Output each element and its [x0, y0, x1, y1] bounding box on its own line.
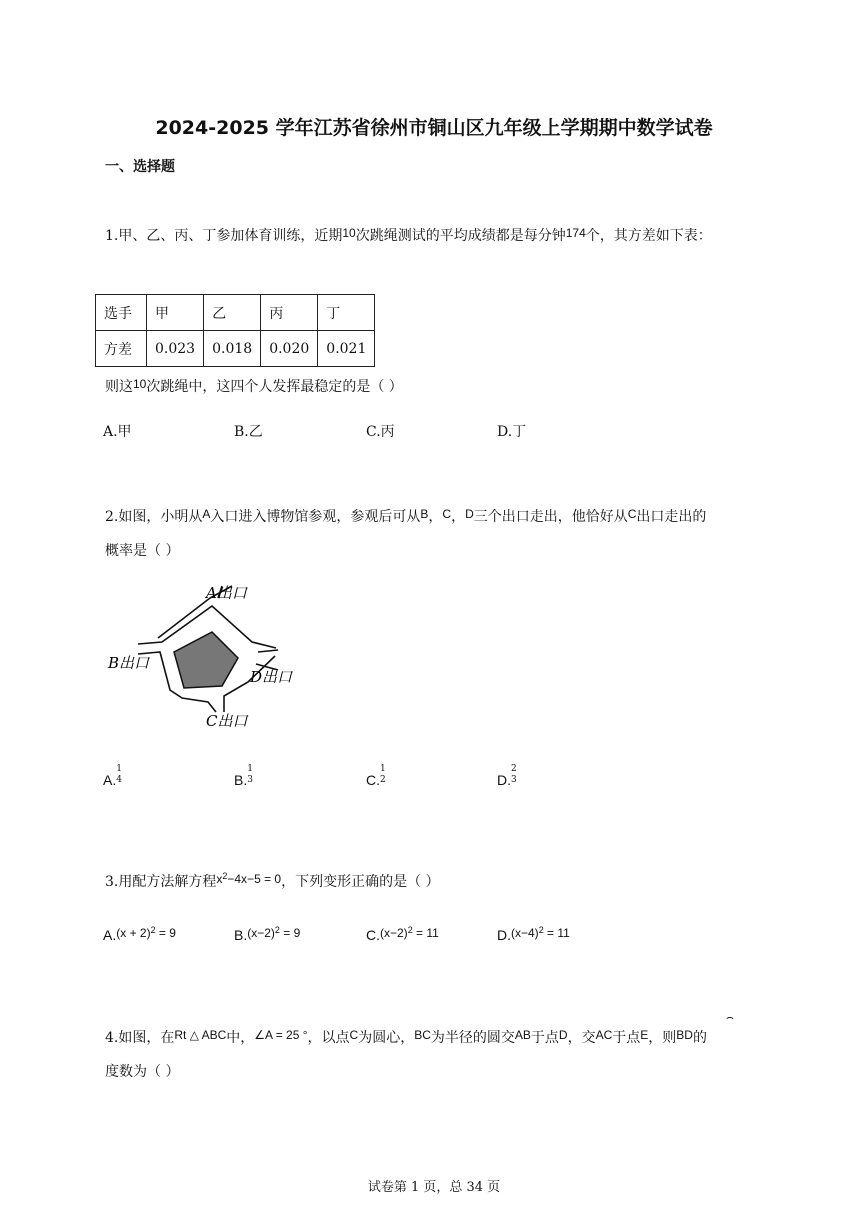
- museum-diagram: [100, 578, 320, 738]
- option-tail: = 11: [412, 926, 439, 940]
- denominator: 2: [380, 775, 386, 785]
- equation-exponent: 2: [222, 871, 228, 881]
- option-tail: = 11: [543, 926, 570, 940]
- question-1-prompt: [105, 376, 403, 396]
- q3-option-a[interactable]: [103, 925, 176, 944]
- q4-math: BD: [676, 1028, 693, 1042]
- q2-option-d[interactable]: [497, 764, 517, 792]
- q2-option-a[interactable]: [103, 764, 122, 792]
- question-4-text: [105, 1027, 707, 1047]
- option-letter: C.: [366, 927, 380, 943]
- q4-math: BC: [414, 1028, 431, 1042]
- table-cell: 选手: [96, 295, 147, 331]
- q4-part: 为圆心，: [358, 1030, 415, 1046]
- q2-part: 出口走出的: [636, 509, 707, 525]
- label-a-exit: A出口: [206, 584, 247, 602]
- q4-math: D: [558, 1028, 568, 1042]
- table-cell: 乙: [204, 295, 261, 331]
- table-row: [96, 331, 375, 367]
- numerator: 1: [247, 764, 253, 774]
- section-heading: 一、选择题: [105, 159, 175, 175]
- q1-part: 次跳绳中，这四个人发挥最稳定的是（ ）: [146, 379, 403, 395]
- table-cell: 方差: [96, 331, 147, 367]
- q2-sep: ，: [451, 509, 466, 525]
- q4-part: 于点: [612, 1030, 641, 1046]
- q2-part: 2.如图，小明从: [105, 509, 203, 525]
- q4-part: ，则: [648, 1030, 677, 1046]
- table-cell: 丙: [261, 295, 318, 331]
- q1-number: 10: [133, 377, 147, 391]
- table-cell: 0.020: [261, 331, 318, 367]
- question-2-line2: 概率是（ ）: [105, 543, 180, 559]
- q1-part: 1.甲、乙、丙、丁参加体育训练，近期: [105, 228, 343, 244]
- option-expr: (x−2): [247, 926, 275, 940]
- q3-option-b[interactable]: [234, 925, 300, 944]
- q4-math: E: [640, 1028, 649, 1042]
- q3-part: ，下列变形正确的是（ ）: [281, 874, 440, 890]
- q4-math: AC: [595, 1028, 613, 1042]
- question-3-text: [105, 871, 440, 891]
- table-cell: 0.018: [204, 331, 261, 367]
- q4-part: ，交: [567, 1030, 596, 1046]
- q4-part: 的: [692, 1030, 707, 1046]
- option-letter: C.: [366, 772, 380, 788]
- option-tail: = 9: [155, 926, 176, 940]
- numerator: 1: [380, 764, 386, 774]
- q3-option-c[interactable]: [366, 925, 439, 944]
- arc-symbol: ⌢: [726, 1010, 734, 1024]
- option-letter: A.: [103, 772, 117, 788]
- q3-option-d[interactable]: [497, 925, 570, 944]
- q2-option-c[interactable]: [366, 764, 386, 792]
- q1-number: 174: [565, 226, 586, 240]
- page-footer: 试卷第 1 页，总 34 页: [367, 1180, 501, 1195]
- q4-math: C: [349, 1028, 359, 1042]
- denominator: 3: [511, 775, 517, 785]
- option-exponent: 2: [538, 925, 544, 935]
- q2-option-b[interactable]: [234, 764, 253, 792]
- option-exponent: 2: [274, 925, 280, 935]
- table-cell: 甲: [147, 295, 204, 331]
- question-1-text: [105, 225, 712, 245]
- denominator: 4: [116, 775, 122, 785]
- variance-table: [95, 294, 375, 367]
- fraction: [511, 764, 517, 786]
- denominator: 3: [247, 775, 253, 785]
- exhibit-hall: [174, 632, 238, 688]
- option-expr: (x−4): [511, 926, 539, 940]
- q2-part: 三个出口走出，他恰好从: [473, 509, 628, 525]
- table-row: [96, 295, 375, 331]
- q2-letter: B: [420, 507, 429, 521]
- option-letter: D.: [497, 772, 511, 788]
- option-exponent: 2: [150, 925, 156, 935]
- exam-title: 2024-2025 学年江苏省徐州市铜山区九年级上学期期中数学试卷: [155, 117, 713, 139]
- fraction: [380, 764, 386, 786]
- q4-part: 中，: [226, 1030, 255, 1046]
- q4-math: Rt △ ABC: [174, 1028, 227, 1042]
- fraction: [116, 764, 122, 786]
- q3-part: 3.用配方法解方程: [105, 874, 217, 890]
- q1-part: 则这: [105, 379, 133, 395]
- option-expr: (x + 2): [116, 926, 151, 940]
- q4-math: AB: [514, 1028, 531, 1042]
- option-exponent: 2: [407, 925, 413, 935]
- table-cell: 0.023: [147, 331, 204, 367]
- label-d-exit: D出口: [250, 668, 293, 686]
- q4-part: 为半径的圆交: [430, 1030, 515, 1046]
- q2-letter: C: [627, 507, 637, 521]
- numerator: 2: [511, 764, 517, 774]
- q1-option-d[interactable]: D.丁: [497, 424, 527, 440]
- q1-option-c[interactable]: C.丙: [366, 424, 395, 440]
- equation-x: x: [216, 872, 223, 886]
- question-2-text: [105, 506, 706, 526]
- q1-number: 10: [342, 226, 356, 240]
- option-tail: = 9: [279, 926, 301, 940]
- numerator: 1: [116, 764, 122, 774]
- q4-math: ∠A = 25 °: [254, 1028, 308, 1042]
- question-4-line2: 度数为（ ）: [105, 1064, 180, 1080]
- q4-part: ，以点: [307, 1030, 350, 1046]
- q2-letter: D: [465, 507, 474, 521]
- q2-part: 入口进入博物馆参观，参观后可从: [210, 509, 421, 525]
- equation-rest: −4x−5 = 0: [227, 872, 282, 886]
- q1-option-a[interactable]: A.甲: [103, 424, 132, 440]
- fraction: [247, 764, 253, 786]
- option-letter: B.: [234, 772, 248, 788]
- option-expr: (x−2): [380, 926, 408, 940]
- label-c-exit: C出口: [206, 712, 248, 730]
- q4-part: 于点: [530, 1030, 559, 1046]
- q4-part: 4.如图，在: [105, 1030, 175, 1046]
- q2-sep: ，: [428, 509, 443, 525]
- q2-letter: C: [442, 507, 452, 521]
- q1-option-b[interactable]: B.乙: [234, 424, 263, 440]
- table-cell: 0.021: [318, 331, 375, 367]
- table-cell: 丁: [318, 295, 375, 331]
- inner-wall-right: [258, 650, 278, 652]
- q2-letter: A: [202, 507, 211, 521]
- option-letter: A.: [103, 927, 117, 943]
- label-b-exit: B出口: [108, 654, 150, 672]
- q1-part: 个，其方差如下表：: [585, 228, 712, 244]
- q1-part: 次跳绳测试的平均成绩都是每分钟: [355, 228, 566, 244]
- option-letter: B.: [234, 927, 248, 943]
- option-letter: D.: [497, 927, 511, 943]
